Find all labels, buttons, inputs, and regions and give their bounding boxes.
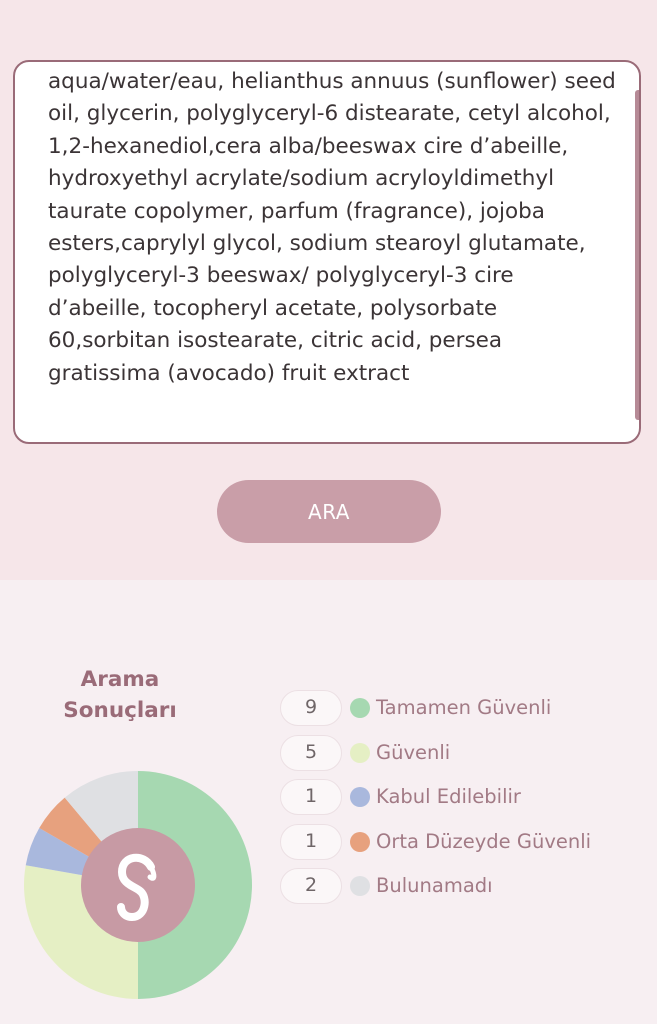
- legend-item: [280, 690, 640, 728]
- legend-item: [280, 779, 640, 817]
- legend-color-dot: [350, 698, 370, 718]
- legend-color-dot: [350, 876, 370, 896]
- legend-label: Güvenli: [376, 740, 451, 764]
- results-title: [40, 664, 200, 726]
- ingredients-text[interactable]: aqua/water/eau, helianthus annuus (sunflower) seed oil, glycerin, polyglyceryl-6 distearate, cetyl alcohol, 1,2-hexanediol,cera alba/beeswax cire d’abeille, hydroxyethyl acrylate/sodium acryloyldimethyl taurate copolymer, parfum (fragrance), jojoba esters,caprylyl glycol, sodium stearoyl glutamate, polyglyceryl-3 beeswax/ polyglyceryl-3 cire d’abeille, tocopheryl acetate, polysorbate 60,sorbitan isostearate, citric acid, persea gratissima (avocado) fruit extract: [48, 69, 616, 386]
- legend-item: [280, 824, 640, 862]
- results-donut-chart: [24, 771, 252, 999]
- count-badge: 5: [280, 735, 342, 771]
- search-button[interactable]: ARA: [217, 480, 441, 543]
- legend-label: Bulunamadı: [376, 874, 493, 897]
- legend-item: [280, 868, 640, 906]
- count-badge: 1: [280, 824, 342, 860]
- results-title-line2: Sonuçları: [63, 698, 177, 723]
- count-badge: 1: [280, 779, 342, 815]
- legend-label: Tamamen Güvenli: [376, 696, 552, 719]
- count-badge: 2: [280, 868, 342, 904]
- ingredients-textarea[interactable]: [13, 60, 641, 444]
- legend-color-dot: [350, 787, 370, 807]
- results-title-line1: Arama: [80, 667, 160, 692]
- legend-label: Orta Düzeyde Güvenli: [376, 829, 592, 853]
- legend-item: [280, 735, 640, 773]
- count-badge: 9: [280, 690, 342, 726]
- legend-color-dot: [350, 743, 370, 763]
- legend-color-dot: [350, 832, 370, 852]
- legend-label: Kabul Edilebilir: [376, 785, 521, 808]
- textarea-scrollbar[interactable]: [635, 90, 641, 420]
